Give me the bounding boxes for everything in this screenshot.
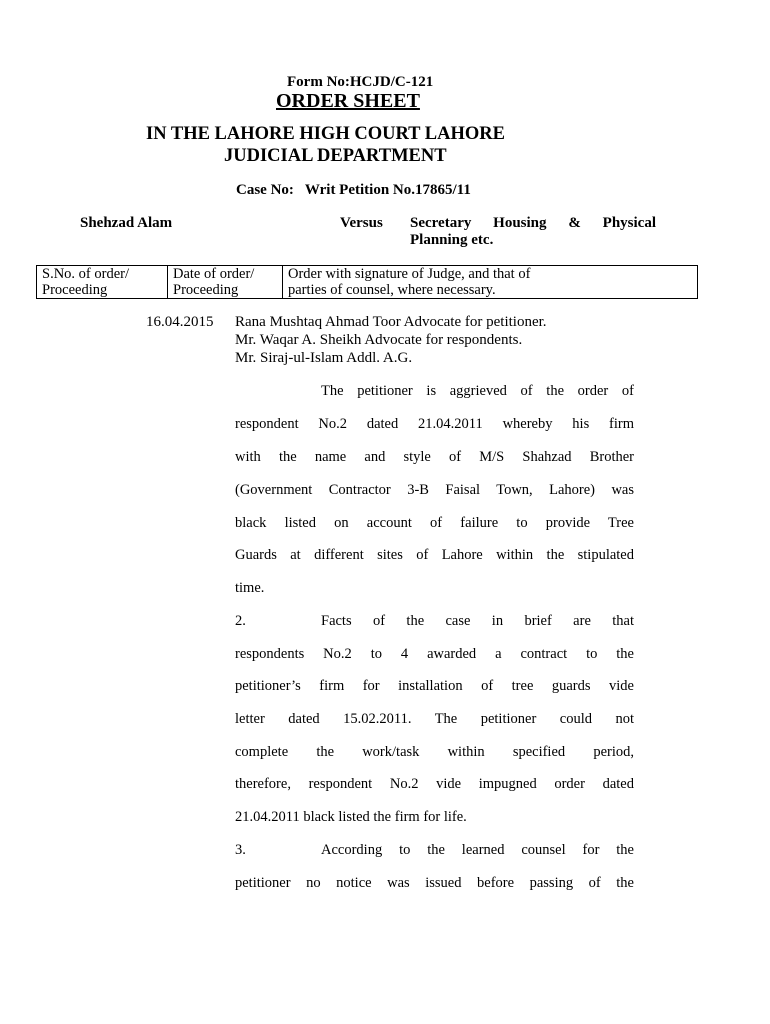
page-title: ORDER SHEET [276, 90, 420, 112]
body-line: According to the learned counsel for the [321, 842, 634, 858]
respondent-name: Secretary Housing & Physical Planning etc. [410, 215, 656, 248]
body-line: (Government Contractor 3-B Faisal Town, Lahore) was [235, 482, 634, 498]
body-line: Facts of the case in brief are that [321, 613, 634, 629]
versus-label: Versus [340, 215, 383, 231]
date-header-line2: Proceeding [173, 282, 239, 298]
order-header-line1: Order with signature of Judge, and that of [288, 266, 531, 282]
body-line: black listed on account of failure to provide Tree [235, 515, 634, 531]
serial-column-header [37, 266, 168, 299]
appearance-line: Rana Mushtaq Ahmad Toor Advocate for petitioner. [235, 314, 547, 330]
body-line: respondents No.2 to 4 awarded a contract to the [235, 646, 634, 662]
body-line: The petitioner is aggrieved of the order of [321, 383, 634, 399]
order-date: 16.04.2015 [146, 314, 214, 330]
body-line: with the name and style of M/S Shahzad Brother [235, 449, 634, 465]
petitioner-name: Shehzad Alam [80, 215, 173, 231]
body-line: 21.04.2011 black listed the firm for life. [235, 809, 467, 825]
body-line: petitioner no notice was issued before passing of the [235, 875, 634, 891]
order-sheet-header-table [36, 265, 698, 299]
form-number: Form No:HCJD/C-121 [287, 74, 434, 90]
case-number: Case No: Writ Petition No.17865/11 [236, 182, 471, 198]
body-line: respondent No.2 dated 21.04.2011 whereby his firm [235, 416, 634, 432]
serial-header-line2: Proceeding [42, 282, 108, 298]
appearance-line: Mr. Waqar A. Sheikh Advocate for respondents. [235, 332, 523, 348]
date-column-header [168, 266, 283, 299]
paragraph-number: 3. [235, 842, 246, 858]
order-header-line2: parties of counsel, where necessary. [288, 282, 496, 298]
body-line: letter dated 15.02.2011. The petitioner could not [235, 711, 634, 727]
body-line: therefore, respondent No.2 vide impugned order dated [235, 776, 634, 792]
appearance-line: Mr. Siraj-ul-Islam Addl. A.G. [235, 350, 413, 366]
body-line: petitioner’s firm for installation of tree guards vide [235, 678, 634, 694]
body-line: Guards at different sites of Lahore within the stipulated [235, 547, 634, 563]
court-department: JUDICIAL DEPARTMENT [224, 146, 447, 166]
date-header-line1: Date of order/ [173, 266, 255, 282]
order-column-header [283, 266, 698, 299]
serial-header-line1: S.No. of order/ [42, 266, 129, 282]
body-line: complete the work/task within specified period, [235, 744, 634, 760]
court-name: IN THE LAHORE HIGH COURT LAHORE [146, 124, 505, 144]
paragraph-number: 2. [235, 613, 246, 629]
body-line: time. [235, 580, 265, 596]
